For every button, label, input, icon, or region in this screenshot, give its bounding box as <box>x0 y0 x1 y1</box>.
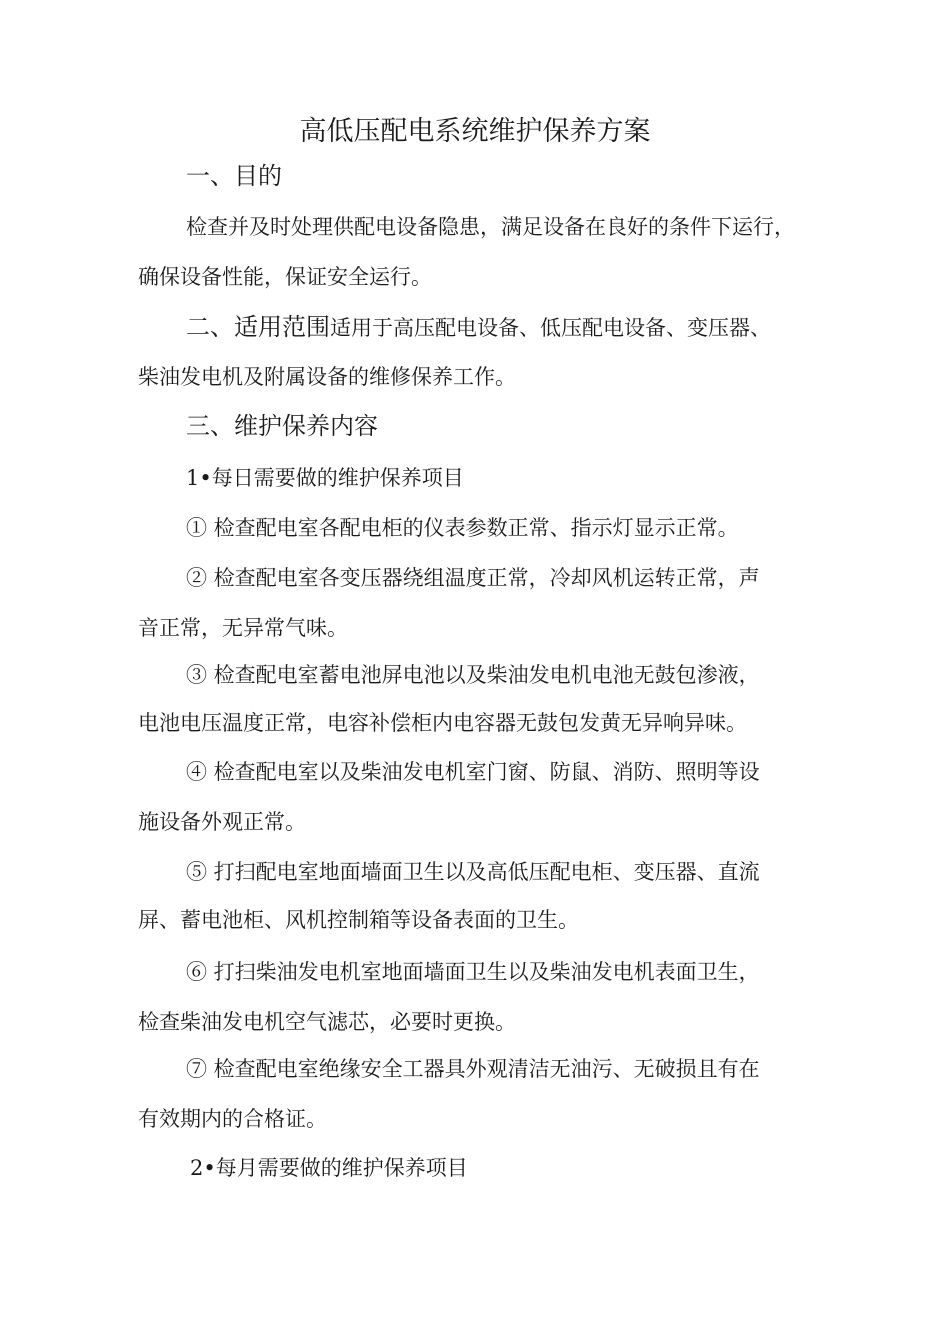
scope-paragraph-line2: 柴油发电机及附属设备的维修保养工作。 <box>138 365 516 389</box>
section-heading-scope: 二、适用范围 <box>186 313 330 341</box>
item-2-line1: ② 检查配电室各变压器绕组温度正常，冷却风机运转正常，声 <box>186 566 760 590</box>
purpose-paragraph-line1: 检查并及时处理供配电设备隐患，满足设备在良好的条件下运行， <box>186 215 795 239</box>
item-6-line1: ⑥ 打扫柴油发电机室地面墙面卫生以及柴油发电机表面卫生， <box>186 960 760 984</box>
subheading-daily: 1•每日需要做的维护保养项目 <box>186 466 464 490</box>
item-3-line1: ③ 检查配电室蓄电池屏电池以及柴油发电机电池无鼓包渗液， <box>186 663 760 687</box>
item-5-line2: 屏、蓄电池柜、风机控制箱等设备表面的卫生。 <box>138 908 579 932</box>
section-heading-purpose: 一、目的 <box>186 162 282 190</box>
item-4-line1: ④ 检查配电室以及柴油发电机室门窗、防鼠、消防、照明等设 <box>186 760 760 784</box>
item-4-line2: 施设备外观正常。 <box>138 810 306 834</box>
item-5-line1: ⑤ 打扫配电室地面墙面卫生以及高低压配电柜、变压器、直流 <box>186 860 760 884</box>
item-1-line1: ① 检查配电室各配电柜的仪表参数正常、指示灯显示正常。 <box>186 516 739 540</box>
purpose-paragraph-line2: 确保设备性能，保证安全运行。 <box>138 265 432 289</box>
item-6-line2: 检查柴油发电机空气滤芯，必要时更换。 <box>138 1010 516 1034</box>
subheading-monthly: 2•每月需要做的维护保养项目 <box>190 1156 468 1180</box>
scope-paragraph-line1 <box>186 312 771 343</box>
item-7-line1: ⑦ 检查配电室绝缘安全工器具外观清洁无油污、无破损且有在 <box>186 1057 760 1081</box>
scope-text-line1: 适用于高压配电设备、低压配电设备、变压器、 <box>330 316 771 340</box>
document-title: 高低压配电系统维护保养方案 <box>299 116 651 147</box>
section-heading-content: 三、维护保养内容 <box>186 412 378 440</box>
item-3-line2: 电池电压温度正常，电容补偿柜内电容器无鼓包发黄无异响异味。 <box>138 711 747 735</box>
item-2-line2: 音正常，无异常气味。 <box>138 616 348 640</box>
item-7-line2: 有效期内的合格证。 <box>138 1107 327 1131</box>
